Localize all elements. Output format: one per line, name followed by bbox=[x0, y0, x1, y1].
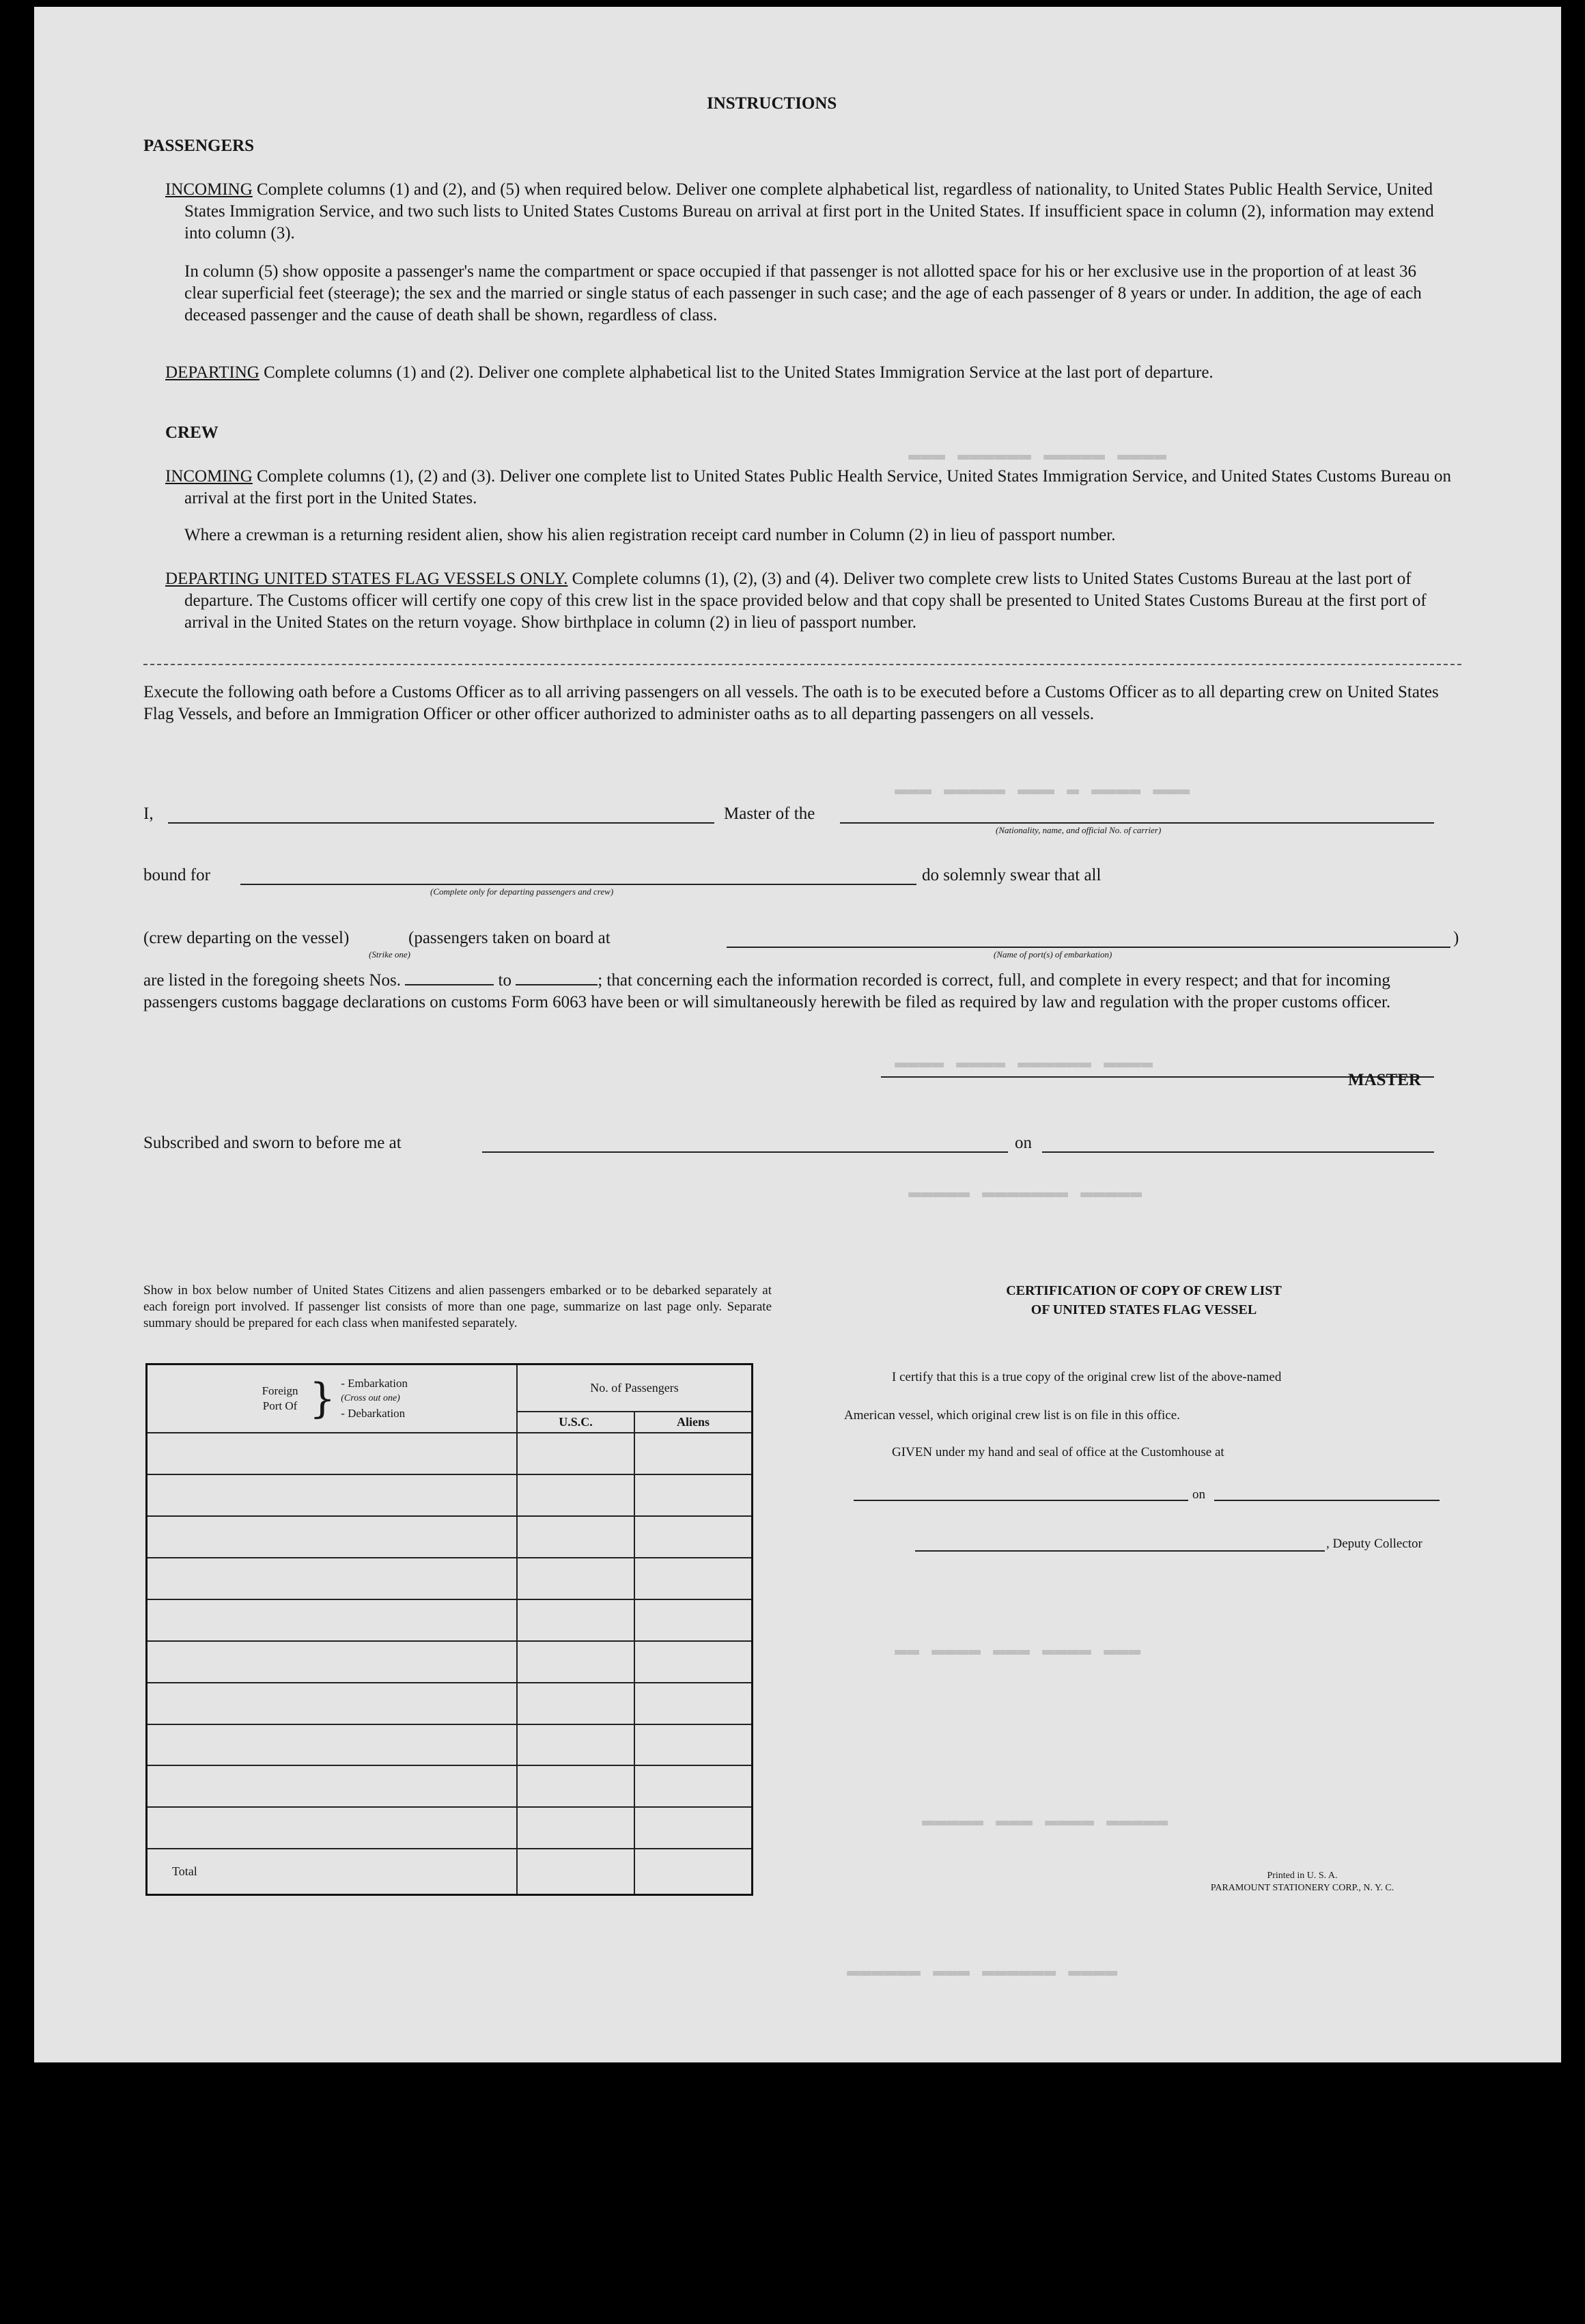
port-cell[interactable] bbox=[147, 1683, 518, 1724]
bleed-through-texture: ▬▬▬▬▬ ▬▬▬▬ ▬▬▬ ▬▬▬▬▬ bbox=[922, 1810, 1168, 1833]
usc-header: U.S.C. bbox=[517, 1412, 634, 1433]
printer-imprint bbox=[1160, 1870, 1445, 1894]
port-cell[interactable] bbox=[147, 1724, 518, 1766]
total-label: Total bbox=[147, 1849, 518, 1894]
bleed-through-texture: ▬▬▬▬ ▬▬▬▬▬▬ ▬▬▬ ▬▬▬▬▬▬ bbox=[847, 1960, 1118, 1983]
usc-cell[interactable] bbox=[517, 1765, 634, 1807]
certification-title-line2: OF UNITED STATES FLAG VESSEL bbox=[1030, 1302, 1257, 1317]
passenger-summary-table bbox=[145, 1363, 753, 1896]
listed-text-a: are listed in the foregoing sheets Nos. bbox=[143, 971, 401, 990]
page-title: INSTRUCTIONS bbox=[707, 94, 837, 113]
to-label: to bbox=[498, 971, 511, 990]
document-page bbox=[34, 7, 1561, 2062]
sworn-date-field[interactable] bbox=[1042, 1151, 1434, 1153]
passengers-incoming-label: INCOMING bbox=[165, 180, 253, 199]
summary-row bbox=[147, 1599, 753, 1641]
carrier-caption: (Nationality, name, and official No. of carrier) bbox=[996, 825, 1162, 835]
usc-cell[interactable] bbox=[517, 1641, 634, 1683]
crew-departing-option: (crew departing on the vessel) bbox=[143, 929, 350, 947]
passengers-heading: PASSENGERS bbox=[143, 137, 255, 155]
section-divider bbox=[143, 664, 1461, 665]
close-paren: ) bbox=[1453, 929, 1459, 947]
aliens-cell[interactable] bbox=[634, 1474, 753, 1516]
foreign-port-of-label: Foreign Port Of bbox=[262, 1384, 298, 1413]
port-cell[interactable] bbox=[147, 1558, 518, 1599]
usc-cell[interactable] bbox=[517, 1516, 634, 1558]
passengers-departing-paragraph bbox=[165, 362, 1461, 384]
usc-cell[interactable] bbox=[517, 1807, 634, 1849]
oath-i-label: I, bbox=[143, 804, 154, 823]
subscribed-label: Subscribed and sworn to before me at bbox=[143, 1134, 402, 1152]
cross-out-label: (Cross out one) bbox=[341, 1393, 400, 1404]
port-cell[interactable] bbox=[147, 1516, 518, 1558]
bound-for-label: bound for bbox=[143, 866, 210, 884]
passengers-departing-label: DEPARTING bbox=[165, 363, 260, 382]
certification-title bbox=[939, 1281, 1349, 1319]
usc-cell[interactable] bbox=[517, 1474, 634, 1516]
bleed-through-texture: ▬▬▬▬ ▬▬▬▬▬ ▬▬▬▬▬▬ ▬▬▬ bbox=[908, 444, 1167, 467]
summary-row bbox=[147, 1474, 753, 1516]
summary-row bbox=[147, 1433, 753, 1474]
aliens-cell[interactable] bbox=[634, 1558, 753, 1599]
swear-label: do solemnly swear that all bbox=[922, 866, 1102, 884]
passengers-departing-text: Complete columns (1) and (2). Deliver one complete alphabetical list to the United States Immigration Service at the last port of departure. bbox=[264, 363, 1214, 382]
aliens-cell[interactable] bbox=[634, 1765, 753, 1807]
summary-instructions: Show in box below number of United States Citizens and alien passengers embarked or to be debarked separately at each foreign port involved. If passenger list consists of more than one page, summarize on last page only. Separate summary should be prepared for each class when manifested separately. bbox=[143, 1283, 772, 1330]
sworn-place-field[interactable] bbox=[482, 1151, 1008, 1153]
master-label: MASTER bbox=[1348, 1071, 1421, 1089]
port-cell[interactable] bbox=[147, 1474, 518, 1516]
certification-text-b: American vessel, which original crew list is on file in this office. bbox=[844, 1408, 1180, 1423]
crew-departing-paragraph bbox=[165, 568, 1461, 634]
total-usc-cell[interactable] bbox=[517, 1849, 634, 1894]
passengers-incoming-paragraph bbox=[165, 179, 1461, 244]
aliens-cell[interactable] bbox=[634, 1724, 753, 1766]
printer-line1: Printed in U. S. A. bbox=[1267, 1871, 1338, 1881]
oath-intro: Execute the following oath before a Customs Officer as to all arriving passengers on all vessels. The oath is to be executed before a Customs Officer as to all departing crew on United States Flag Vessels, and before an Immigration Officer or other officer authorized to administer oaths as to all departing passengers on all vessels. bbox=[143, 683, 1439, 723]
embarkation-label: - Embarkation bbox=[341, 1377, 408, 1390]
ports-caption: (Name of port(s) of embarkation) bbox=[994, 949, 1112, 960]
port-cell[interactable] bbox=[147, 1807, 518, 1849]
aliens-cell[interactable] bbox=[634, 1599, 753, 1641]
port-header-cell bbox=[147, 1364, 518, 1433]
port-cell[interactable] bbox=[147, 1599, 518, 1641]
total-aliens-cell[interactable] bbox=[634, 1849, 753, 1894]
crew-incoming-paragraph bbox=[165, 466, 1461, 509]
aliens-header: Aliens bbox=[634, 1412, 753, 1433]
summary-row bbox=[147, 1558, 753, 1599]
certification-text-a: I certify that this is a true copy of the original crew list of the above-named bbox=[892, 1370, 1282, 1384]
sworn-on-label: on bbox=[1015, 1134, 1032, 1152]
strike-caption: (Strike one) bbox=[369, 949, 411, 960]
certification-title-line1: CERTIFICATION OF COPY OF CREW LIST bbox=[1006, 1283, 1282, 1298]
master-of-label: Master of the bbox=[724, 804, 815, 823]
crew-incoming-label: INCOMING bbox=[165, 467, 253, 486]
bleed-through-texture: ▬▬▬ ▬▬▬▬ ▬▬▬ ▬▬▬▬ ▬▬ bbox=[895, 1639, 1141, 1662]
bound-for-field[interactable] bbox=[240, 884, 916, 885]
passengers-taken-option: (passengers taken on board at bbox=[408, 929, 611, 947]
bound-for-caption: (Complete only for departing passengers and crew) bbox=[430, 886, 614, 897]
master-name-field[interactable] bbox=[168, 822, 714, 824]
sheet-from-field[interactable] bbox=[405, 970, 494, 985]
brace-icon: } bbox=[309, 1375, 336, 1423]
passengers-incoming-text: Complete columns (1) and (2), and (5) when required below. Deliver one complete alphabetical list, regardless of nationality, to United States Public Health Service, United States Immigration Service, and two such lists to United States Customs Bureau on arrival at first port in the United States. If insufficient space in column (2), information may extend into column (3). bbox=[184, 180, 1434, 242]
crew-incoming-text: Complete columns (1), (2) and (3). Deliver one complete list to United States Public Health Service, United States Immigration Service, and United States Customs Bureau on arrival at the first port in the United States. bbox=[184, 467, 1451, 507]
aliens-cell[interactable] bbox=[634, 1683, 753, 1724]
aliens-cell[interactable] bbox=[634, 1433, 753, 1474]
summary-row bbox=[147, 1641, 753, 1683]
certification-given-text: GIVEN under my hand and seal of office at the Customhouse at bbox=[892, 1445, 1224, 1459]
carrier-field[interactable] bbox=[840, 822, 1434, 824]
printer-line2: PARAMOUNT STATIONERY CORP., N. Y. C. bbox=[1210, 1883, 1394, 1893]
usc-cell[interactable] bbox=[517, 1724, 634, 1766]
deputy-collector-field[interactable] bbox=[915, 1550, 1325, 1552]
summary-row bbox=[147, 1683, 753, 1724]
summary-row bbox=[147, 1807, 753, 1849]
embarkation-ports-field[interactable] bbox=[727, 947, 1450, 948]
customhouse-field[interactable] bbox=[854, 1500, 1188, 1501]
bleed-through-texture: ▬▬▬▬ ▬▬▬▬▬▬ ▬▬▬▬ ▬▬▬▬ bbox=[895, 1052, 1153, 1075]
usc-cell[interactable] bbox=[517, 1433, 634, 1474]
crew-resident-paragraph: Where a crewman is a returning resident alien, show his alien registration receipt card number in Column (2) in lieu of passport number. bbox=[184, 526, 1116, 544]
crew-heading: CREW bbox=[165, 423, 219, 442]
port-cell[interactable] bbox=[147, 1433, 518, 1474]
summary-row bbox=[147, 1765, 753, 1807]
summary-row bbox=[147, 1516, 753, 1558]
bleed-through-texture: ▬▬▬▬▬ ▬▬▬▬▬▬▬ ▬▬▬▬▬ bbox=[908, 1181, 1142, 1205]
passengers-column5-paragraph: In column (5) show opposite a passenger's name the compartment or space occupied if that passenger is not allotted space for his or her exclusive use in the proportion of at least 36 clear superficial feet (steerage); the sex and the married or single status of each passenger in such case; and the age of each passenger of 8 years or under. In addition, the age of each deceased passenger and the cause of death shall be shown, regardless of class. bbox=[184, 262, 1422, 324]
oath-listed-paragraph bbox=[143, 970, 1461, 1013]
usc-cell[interactable] bbox=[517, 1599, 634, 1641]
bleed-through-texture: ▬▬▬ ▬▬▬▬ ▬ ▬▬▬ ▬▬▬▬▬ ▬▬▬ bbox=[895, 779, 1190, 802]
certification-on-label: on bbox=[1192, 1487, 1205, 1502]
sheet-to-field[interactable] bbox=[516, 970, 598, 985]
crew-departing-text: Complete columns (1), (2), (3) and (4). Deliver two complete crew lists to United States Customs Bureau at the last port of departure. The Customs officer will certify one copy of this crew list in the space provided below and that copy shall be presented to United States Customs Bureau at the first port of arrival in the United States on the return voyage. Show birthplace in column (2) in lieu of passport number. bbox=[184, 570, 1427, 632]
summary-row bbox=[147, 1724, 753, 1766]
no-of-passengers-header: No. of Passengers bbox=[517, 1364, 753, 1412]
usc-cell[interactable] bbox=[517, 1683, 634, 1724]
port-cell[interactable] bbox=[147, 1641, 518, 1683]
usc-cell[interactable] bbox=[517, 1558, 634, 1599]
aliens-cell[interactable] bbox=[634, 1641, 753, 1683]
deputy-collector-label: , Deputy Collector bbox=[1326, 1537, 1422, 1551]
port-cell[interactable] bbox=[147, 1765, 518, 1807]
listed-text-b: ; that concerning each the information recorded is correct, full, and complete in every respect; and that for incoming passengers customs baggage declarations on customs Form 6063 have been or will simultaneously herewith be filed as required by law and regulation with the proper customs officer. bbox=[143, 971, 1391, 1011]
aliens-cell[interactable] bbox=[634, 1807, 753, 1849]
aliens-cell[interactable] bbox=[634, 1516, 753, 1558]
certification-date-field[interactable] bbox=[1214, 1500, 1440, 1501]
crew-departing-label: DEPARTING UNITED STATES FLAG VESSELS ONLY. bbox=[165, 570, 568, 588]
debarkation-label: - Debarkation bbox=[341, 1407, 406, 1420]
